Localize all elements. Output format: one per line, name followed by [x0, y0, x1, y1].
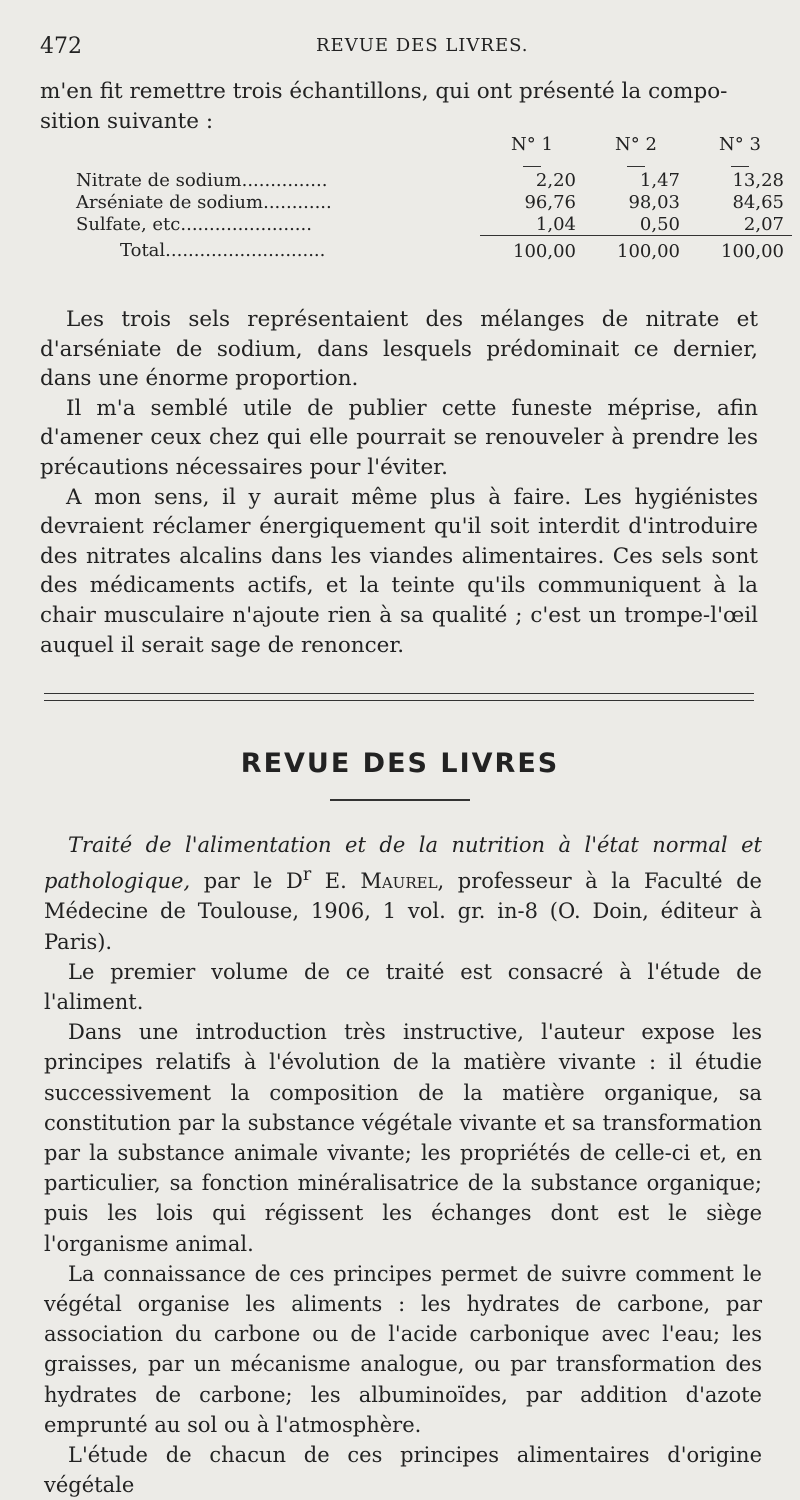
- by-text: par le D: [203, 869, 303, 894]
- row-label: Arséniate de sodium............: [76, 191, 332, 213]
- table-row: [76, 169, 792, 191]
- row-label: Nitrate de sodium...............: [76, 169, 328, 191]
- book-title: Traité de l'alimentation et de la nutrition à l'état normal et pathologique,: [44, 833, 762, 894]
- row-label: Sulfate, etc.......................: [76, 213, 312, 235]
- table-total-row: [76, 236, 792, 263]
- paragraph: Il m'a semblé utile de publier cette funeste méprise, afin d'amener ceux chez qui elle pourrait se renouveler à prendre les précautions nécessaires pour l'éviter.: [40, 395, 758, 480]
- author-name: Maurel: [360, 869, 438, 894]
- column-header: N° 3: [719, 133, 761, 155]
- cell-value: 1,04: [480, 213, 584, 236]
- page-header: [36, 34, 760, 64]
- column-header: N° 2: [615, 133, 657, 155]
- paragraph: L'étude de chacun de ces principes alimentaires d'origine végétale: [44, 1443, 762, 1498]
- book-review: [44, 830, 762, 1500]
- total-value: 100,00: [617, 240, 680, 262]
- title-underline: [330, 799, 470, 801]
- paragraph: Dans une introduction très instructive, l'auteur expose les principes relatifs à l'évolution de la matière vivante : il étudie successivement la composition de la matière organique, sa constitution par la substance végétale vivante et sa transformation par la substance animale vivante; les propriétés de celle-ci et, en particulier, sa fonction minéralisatrice de la substance organique; puis les lois qui régissent les échanges dont est le siège l'organisme animal.: [44, 1020, 762, 1256]
- intro-line-2: sition suivante :: [40, 109, 214, 134]
- header-dash-row: [76, 155, 792, 169]
- paragraph: La connaissance de ces principes permet de suivre comment le végétal organise les aliments : les hydrates de carbone, par association du carbone ou de l'acide carbonique avec l'eau; les graisses, par un mécanisme analogue, ou par transformation des hydrates de carbone; les albuminoïdes, par addition d'azote emprunté au sol ou à l'atmosphère.: [44, 1261, 762, 1437]
- author-initial: E.: [324, 869, 347, 894]
- column-header: N° 1: [511, 133, 553, 155]
- cell-value: 13,28: [732, 169, 784, 191]
- paragraph: A mon sens, il y aurait même plus à faire. Les hygiénistes devraient réclamer énergiquement qu'il soit interdit d'introduire des nitrates alcalins dans les viandes alimentaires. Ces sels sont des médicaments actifs, et la teinte qu'ils communiquent à la chair musculaire n'ajoute rien à sa qualité ; c'est un trompe-l'œil auquel il serait sage de renoncer.: [40, 484, 758, 658]
- intro-line-1: m'en fit remettre trois échantillons, qui ont présenté la compo-: [40, 79, 728, 104]
- page-number: 472: [40, 34, 82, 59]
- paragraph: Le premier volume de ce traité est consacré à l'étude de l'aliment.: [44, 959, 762, 1015]
- section-double-rule-bottom: [44, 700, 754, 701]
- table-header-row: [76, 133, 792, 155]
- article-body: [40, 305, 758, 660]
- composition-table: [76, 133, 792, 262]
- cell-value: 84,65: [732, 191, 784, 213]
- table-row: [76, 191, 792, 213]
- cell-value: 96,76: [524, 191, 576, 213]
- cell-value: 1,47: [639, 169, 680, 191]
- dr-superscript: r: [302, 865, 312, 886]
- section-title: REVUE DES LIVRES: [240, 748, 560, 779]
- running-title: REVUE DES LIVRES.: [316, 35, 529, 56]
- review-citation: [44, 830, 762, 957]
- cell-value: 98,03: [628, 191, 680, 213]
- cell-value: 2,20: [535, 169, 576, 191]
- total-label: Total............................: [120, 240, 326, 262]
- cell-value: 2,07: [688, 213, 792, 236]
- table-row: [76, 213, 792, 236]
- section-double-rule-top: [44, 693, 754, 694]
- total-value: 100,00: [721, 240, 784, 262]
- cell-value: 0,50: [584, 213, 688, 236]
- paragraph: Les trois sels représentaient des mélanges de nitrate et d'arséniate de sodium, dans lesquels prédominait ce dernier, dans une énorme proportion.: [40, 307, 758, 392]
- publication-details: , professeur à la Faculté de Médecine de Toulouse, 1906, 1 vol. gr. in-8 (O. Doin, éditeur à Paris).: [44, 869, 762, 954]
- total-value: 100,00: [513, 240, 576, 262]
